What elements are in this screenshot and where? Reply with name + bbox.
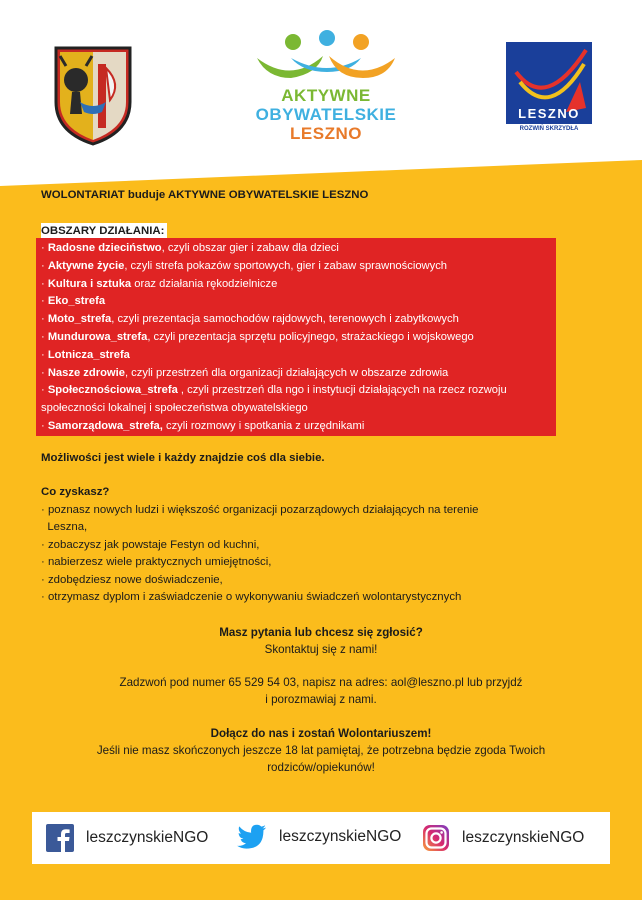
area-name: Nasze zdrowie (47, 366, 125, 379)
gain-item: Leszna, (41, 521, 88, 534)
leszno-city-logo (506, 42, 592, 140)
area-item (41, 293, 556, 311)
area-name: Mundurowa_strefa (47, 330, 148, 343)
area-description: czyli rozmowy i spotkania z urzędnikami (162, 419, 365, 432)
leszno-tagline: ROZWIŃ SKRZYDŁA (519, 126, 579, 132)
gain-item: · otrzymasz dyplom i zaświadczenie o wykonywaniu świadczeń wolontarystycznych (41, 591, 462, 604)
bullet: · (41, 384, 48, 397)
intro-headline: WOLONTARIAT buduje AKTYWNE OBYWATELSKIE LESZNO (41, 189, 369, 201)
facebook-handle: leszczynskieNGO (86, 829, 209, 846)
bullet: · (41, 295, 48, 308)
gain-item: · zobaczysz jak powstaje Festyn od kuchni, (41, 538, 260, 551)
bullet: · (41, 313, 48, 326)
social-bar (32, 812, 610, 864)
twitter-link[interactable] (237, 824, 401, 850)
bullet: · (41, 242, 48, 254)
twitter-handle: leszczynskieNGO (279, 828, 402, 845)
area-description: , czyli prezentacja samochodów rajdowych, terenowych i zabytkowych (111, 313, 459, 326)
people-icon (251, 28, 401, 86)
area-description: , czyli obszar gier i zabaw dla dzieci (161, 242, 339, 254)
bullet: · (41, 366, 48, 379)
bullet: · (41, 348, 48, 361)
area-description: , czyli strefa pokazów sportowych, gier i zabaw sprawnościowych (124, 259, 448, 272)
twitter-icon (237, 824, 267, 850)
area-name: Samorządowa_strefa, (47, 419, 163, 432)
aktywne-obywatelskie-leszno-logo (246, 28, 406, 158)
gain-item: · zdobędziesz nowe doświadczenie, (41, 573, 223, 586)
area-name: Kultura i sztuka (47, 277, 132, 290)
facebook-link[interactable] (46, 824, 208, 852)
area-description: , czyli prezentacja sprzętu policyjnego, strażackiego i wojskowego (147, 330, 474, 343)
area-item (41, 365, 556, 383)
possibilities-text: Możliwości jest wiele i każdy znajdzie coś dla siebie. (41, 452, 325, 464)
area-description: , czyli przestrzeń dla ngo i instytucji działających na rzecz rozwoju społeczności lokalnej i społeczeństwa obywatelskiego (41, 384, 507, 415)
area-name: Aktywne życie (47, 259, 125, 272)
areas-list (41, 240, 556, 436)
area-item (41, 347, 556, 365)
gain-item: · poznasz nowych ludzi i większość organizacji pozarządowych działających na terenie (41, 504, 479, 516)
leszno-wordmark: LESZNO (518, 106, 580, 121)
age-line-2: rodziców/opiekunów! (267, 761, 375, 774)
gain-item: · nabierzesz wiele praktycznych umiejętności, (41, 556, 272, 569)
header (0, 0, 642, 170)
area-item (41, 418, 556, 436)
area-item (41, 240, 556, 258)
logo-line-1: AKTYWNE (281, 86, 371, 105)
gains-heading: Co zyskasz? (41, 486, 110, 498)
area-item (41, 329, 556, 347)
area-name: Radosne dzieciństwo (47, 242, 162, 254)
instagram-handle: leszczynskieNGO (462, 829, 585, 846)
area-item (41, 258, 556, 276)
areas-heading: OBSZARY DZIAŁANIA: (41, 223, 167, 239)
area-description: , czyli przestrzeń dla organizacji działających w obszarze zdrowia (124, 366, 449, 379)
instagram-link[interactable] (422, 824, 584, 852)
area-name: Eko_strefa (47, 295, 106, 308)
area-name: Społecznościowa_strefa (47, 384, 178, 397)
contact-call-line-1: Zadzwoń pod numer 65 529 54 03, napisz na adres: aol@leszno.pl lub przyjdź (119, 676, 523, 689)
area-name: Moto_strefa (47, 313, 112, 326)
instagram-icon (422, 824, 450, 852)
contact-us-text: Skontaktuj się z nami! (264, 643, 378, 656)
bullet: · (41, 259, 48, 272)
join-text: Dołącz do nas i zostań Wolontariuszem! (210, 727, 432, 740)
bullet: · (41, 277, 48, 290)
area-item (41, 311, 556, 329)
bullet: · (41, 419, 48, 432)
logo-line-3: LESZNO (290, 124, 362, 143)
contact-question: Masz pytania lub chcesz się zgłosić? (219, 626, 423, 639)
area-item (41, 276, 556, 294)
facebook-icon (46, 824, 74, 852)
bullet: · (41, 330, 48, 343)
age-line-1: Jeśli nie masz skończonych jeszcze 18 lat pamiętaj, że potrzebna będzie zgoda Twoich (96, 744, 546, 757)
gains-list (41, 502, 561, 606)
area-item (41, 382, 556, 418)
logo-line-2: OBYWATELSKIE (255, 105, 397, 124)
contact-call-line-2: i porozmawiaj z nami. (265, 693, 377, 706)
area-name: Lotnicza_strefa (47, 348, 130, 361)
coat-of-arms-icon (52, 44, 134, 146)
area-description: oraz działania rękodzielnicze (131, 277, 278, 290)
